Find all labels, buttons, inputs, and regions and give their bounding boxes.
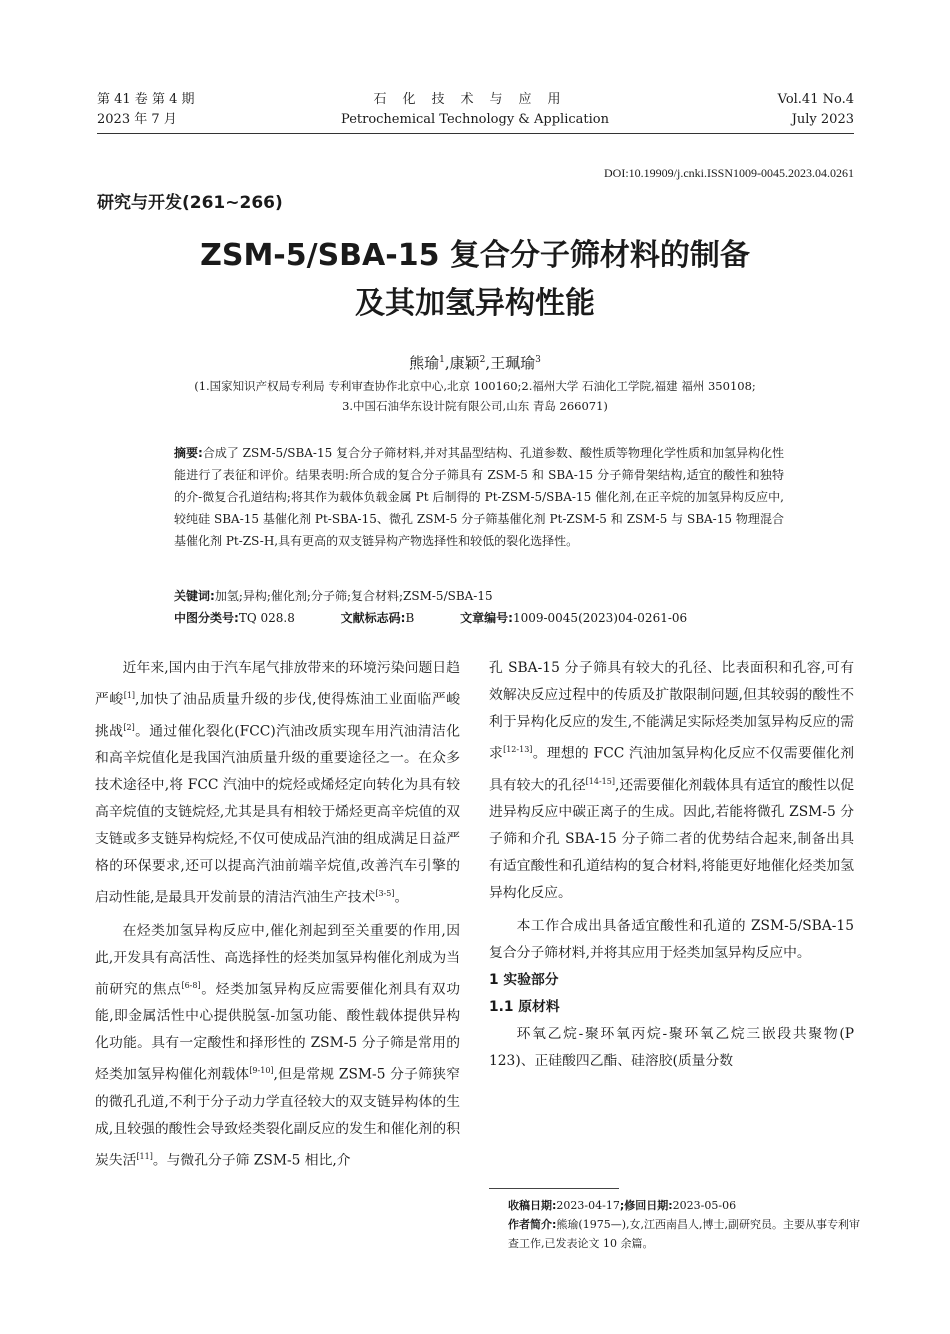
citation: [9-10]	[249, 1066, 274, 1076]
keywords	[174, 585, 493, 607]
author-separator: ,	[485, 354, 491, 372]
date-cn: 2023 年 7 月	[97, 112, 177, 127]
header-right	[778, 90, 854, 130]
title-line-1: ZSM-5/SBA-15 复合分子筛材料的制备	[200, 238, 750, 273]
revised-date: 2023-05-06	[672, 1199, 737, 1212]
section-tag: 研究与开发(261~266)	[97, 193, 283, 213]
text-run: 。通过催化裂化(FCC)汽油改质实现车用汽油清洁化和高辛烷值化是我国汽油质量升级的重要途径之一。在众多技术途径中,将 FCC 汽油中的烷烃或烯烃定向转化为具有较高辛烷值的支链烷烃,尤其是具有相较于烯烃更高辛烷值的双支链或多支链异构烷烃,不仅可使成品汽油的组成满足日益严格的环保要求,还可以提高汽油前端辛烷值,改善汽车引擎的启动性能,是最具开发前景的清洁汽油生产技术	[95, 723, 461, 906]
clc-label: 中图分类号:	[174, 611, 239, 625]
affiliation-line: 3.中国石油华东设计院有限公司,山东 青岛 266071)	[342, 399, 608, 413]
citation: [12-13]	[503, 745, 533, 754]
author-affil-mark: 1	[439, 355, 445, 365]
text-run: 孔 SBA-15 分子筛具有较大的孔径、比表面积和孔容,可有效解决反应过程中的传质及扩散限制问题,但其较弱的酸性不利于异构化反应的发生,不能满足实际烃类加氢异构反应的需求	[489, 660, 854, 762]
citation: [3-5]	[375, 889, 395, 899]
footnote	[508, 1196, 860, 1253]
author-separator: ,	[444, 354, 450, 372]
affiliation-line: (1.国家知识产权局专利局 专利审查协作北京中心,北京 100160;2.福州大学 石油化工学院,福建 福州 350108;	[194, 379, 756, 393]
volume-issue-cn: 第 41 卷 第 4 期	[97, 92, 195, 107]
text-run: ,还需要催化剂载体具有适宜的酸性以促进异构反应中碳正离子的生成。因此,若能将微孔 ZSM-5 分子筛和介孔 SBA-15 分子筛二者的优势结合起来,制备出具有适宜酸性和孔道结构的复合材料,将能更好地催化烃类加氢异构化反应。	[489, 777, 855, 902]
text-run: ,加快了油品质量升级的步伐,使得炼油工业面临严峻挑战	[95, 691, 460, 740]
affiliations	[80, 376, 870, 416]
revised-label: ;修回日期:	[619, 1199, 673, 1212]
text-run: 。烃类加氢异构反应需要催化剂具有双功能,即金属活性中心提供脱氢-加氢功能、酸性载体提供异构化功能。具有一定酸性和择形性的 ZSM-5 分子筛是常用的烃类加氢异构催化剂载体	[95, 981, 460, 1083]
body-column-left	[95, 655, 460, 1175]
article-title	[0, 232, 950, 328]
citation: [14-15]	[585, 776, 615, 786]
citation: [11]	[136, 1151, 153, 1161]
bio-text: 熊瑜(1975—),女,江西南昌人,博士,副研究员。主要从事专利审查工作,已发表论文 10 余篇。	[508, 1218, 860, 1250]
text-run: 。	[394, 889, 409, 906]
paragraph: 本工作合成出具备适宜酸性和孔道的 ZSM-5/SBA-15 复合分子筛材料,并将其应用于烃类加氢异构反应中。	[489, 918, 854, 962]
author-affil-mark: 2	[479, 355, 486, 365]
text-run: ,但是常规 ZSM-5 分子筛狭窄的微孔孔道,不利于分子动力学直径较大的双支链异构体的生成,且较强的酸性会导致烃类裂化副反应的发生和催化剂的积炭失活	[95, 1066, 461, 1169]
text-run: 。与微孔分子筛 ZSM-5 相比,介	[152, 1152, 351, 1169]
paragraph: 环氧乙烷-聚环氧丙烷-聚环氧乙烷三嵌段共聚物(P 123)、正硅酸四乙酯、硅溶胶(质量分数	[489, 1026, 854, 1070]
citation: [6-8]	[181, 980, 201, 990]
subsection-heading: 1.1 原材料	[489, 999, 560, 1016]
received-date: 2023-04-17	[556, 1199, 620, 1212]
journal-name-en: Petrochemical Technology & Application	[341, 112, 609, 127]
classification-row	[174, 607, 794, 629]
keywords-text: 加氢;异构;催化剂;分子筛;复合材料;ZSM-5/SBA-15	[214, 589, 493, 603]
doi: DOI:10.19909/j.cnki.ISSN1009-0045.2023.04.0261	[604, 166, 854, 180]
journal-name-cn: 石化技术与应用	[373, 92, 577, 107]
paragraph	[489, 655, 854, 907]
clc-value: TQ 028.8	[238, 611, 295, 625]
citation: [2]	[123, 722, 135, 732]
article-no-label: 文章编号:	[460, 611, 513, 625]
abstract-label: 摘要:	[174, 446, 203, 460]
volume-issue-en: Vol.41 No.4	[777, 92, 854, 107]
article-no-value: 1009-0045(2023)04-0261-06	[512, 611, 688, 625]
author-affil-mark: 3	[535, 355, 541, 365]
paragraph	[95, 655, 460, 912]
text-run: 近年来,国内由于汽车尾气排放带来的环境污染问题日趋严峻	[95, 660, 460, 708]
bio-label: 作者简介:	[508, 1218, 557, 1231]
keywords-label: 关键词:	[174, 589, 215, 603]
date-en: July 2023	[791, 112, 854, 127]
author-name: 王珮瑜	[490, 354, 536, 372]
author-list	[0, 352, 950, 373]
text-run: 。理想的 FCC 汽油加氢异构化反应不仅需要催化剂具有较大的孔径	[489, 745, 855, 794]
paragraph	[95, 918, 460, 1175]
text-run: 在烃类加氢异构反应中,催化剂起到至关重要的作用,因此,开发具有高活性、高选择性的烃类加氢异构催化剂成为当前研究的焦点	[95, 922, 460, 998]
dates-line	[508, 1196, 860, 1215]
footnote-rule	[489, 1188, 619, 1189]
doc-code-value: B	[405, 611, 415, 625]
abstract-text: 合成了 ZSM-5/SBA-15 复合分子筛材料,并对其晶型结构、孔道参数、酸性质等物理化学性质和加氢异构化性能进行了表征和评价。结果表明:所合成的复合分子筛具有 ZSM-5 和 SBA-15 分子筛骨架结构,适宜的酸性和独特的介-微复合孔道结构;将其作为载体负载金属 Pt 后制得的 Pt-ZSM-5/SBA-15 催化剂,在正辛烷的加氢异构反应中,较纯硅 SBA-15 基催化剂 Pt-SBA-15、微孔 ZSM-5 分子筛基催化剂 Pt-ZSM-5 和 ZSM-5 与 SBA-15 物理混合基催化剂 Pt-ZS-H,具有更高的双支链异构产物选择性和较低的裂化选择性。	[174, 446, 784, 548]
body-column-right	[489, 655, 854, 1075]
author-name: 康颖	[449, 354, 480, 372]
title-line-2: 及其加氢异构性能	[355, 286, 595, 321]
abstract	[174, 442, 784, 552]
citation: [1]	[123, 691, 136, 700]
author-bio	[508, 1215, 860, 1253]
received-label: 收稿日期:	[508, 1199, 557, 1212]
author-name: 熊瑜	[409, 354, 440, 372]
header-rule	[97, 133, 854, 134]
doc-code-label: 文献标志码:	[340, 611, 406, 625]
section-heading: 1 实验部分	[489, 972, 559, 989]
